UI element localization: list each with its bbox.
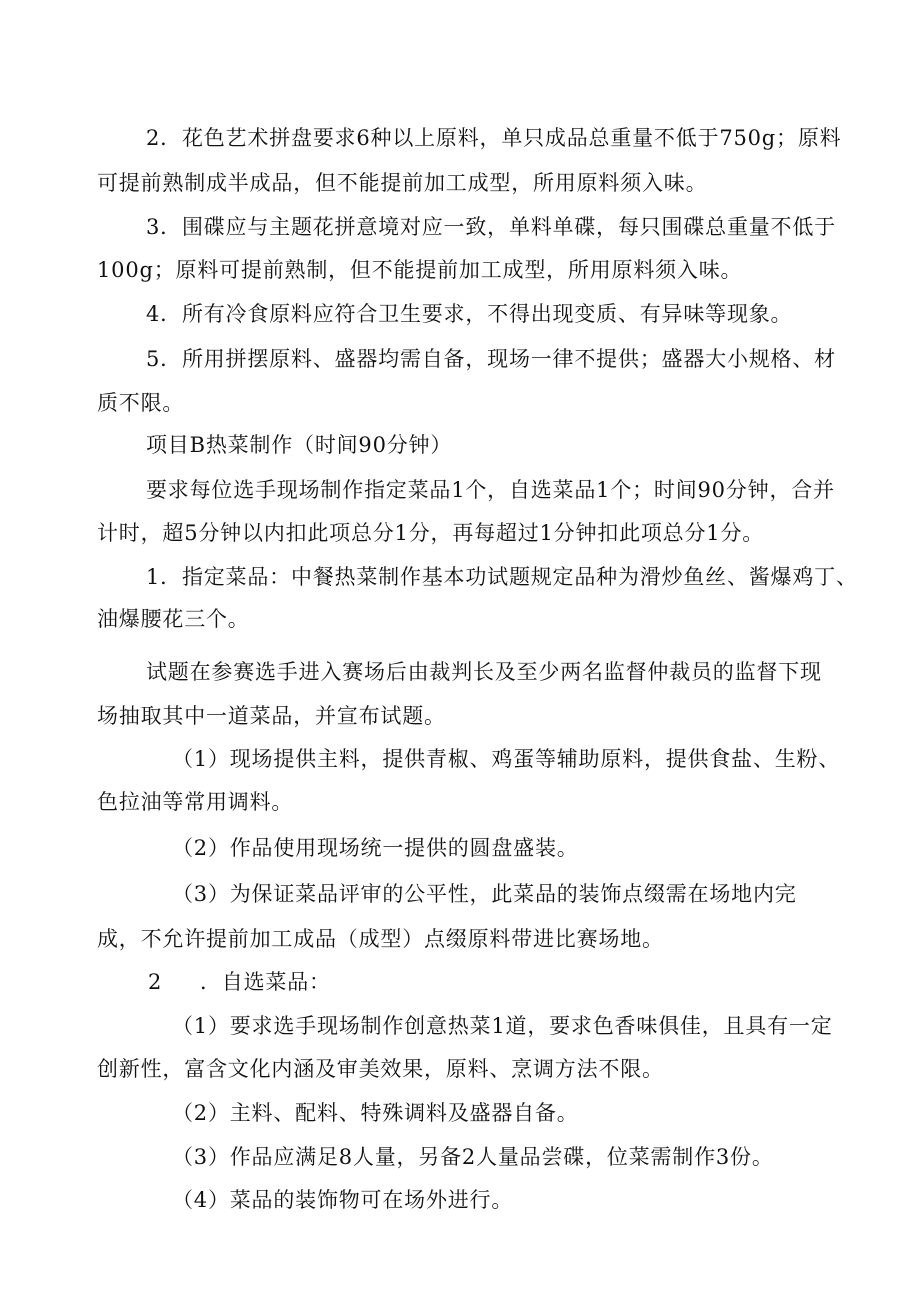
p14-line1: （3）作品应满足8人量，另备2人量品尝碟，位菜需制作3份。 [172,1145,774,1169]
p6-line2: 油爆腰花三个。 [97,607,250,631]
p10-line1: （3）为保证菜品评审的公平性，此菜品的装饰点缀需在场地内完 [172,882,797,906]
p11-number: 2 [148,970,162,994]
p8-line2: 色拉油等常用调料。 [97,790,294,814]
p1-line1: 2．花色艺术拼盘要求6种以上原料，单只成品总重量不低于750g；原料 [146,126,842,150]
p5-line2: 计时，超5分钟以内扣此项总分1分，再每超过1分钟扣此项总分1分。 [97,521,765,545]
p10-line2: 成，不允许提前加工成品（成型）点缀原料带进比赛场地。 [97,927,664,951]
p9-line1: （2）作品使用现场统一提供的圆盘盛装。 [172,836,579,860]
p1-line2: 可提前熟制成半成品，但不能提前加工成型，所用原料须入味。 [97,171,708,195]
p8-line1: （1）现场提供主料，提供青椒、鸡蛋等辅助原料，提供食盐、生粉、 [172,747,841,771]
p4-line2: 质不限。 [97,391,185,415]
p4-line1: 5．所用拼摆原料、盛器均需自备，现场一律不提供；盛器大小规格、材 [146,347,836,371]
p11-text: ．自选菜品： [200,970,331,994]
p15-line1: （4）菜品的装饰物可在场外进行。 [172,1188,514,1212]
heading-project-b: 项目B热菜制作（时间90分钟） [146,433,453,457]
p6-line1: 1．指定菜品：中餐热菜制作基本功试题规定品种为滑炒鱼丝、酱爆鸡丁、 [146,565,858,589]
p12-line1: （1）要求选手现场制作创意热菜1道，要求色香味俱佳，且具有一定 [172,1014,833,1038]
p2-line2: 100g；原料可提前熟制，但不能提前加工成型，所用原料须入味。 [97,258,743,282]
p3-line1: 4．所有冷食原料应符合卫生要求，不得出现变质、有异味等现象。 [146,302,793,326]
p12-line2: 创新性，富含文化内涵及审美效果，原料、烹调方法不限。 [97,1057,664,1081]
p7-line2: 场抽取其中一道菜品，并宣布试题。 [97,704,446,728]
p2-line1: 3．围碟应与主题花拼意境对应一致，单料单碟，每只围碟总重量不低于 [146,215,836,239]
p5-line1: 要求每位选手现场制作指定菜品1个，自选菜品1个；时间90分钟，合并 [146,478,835,502]
p13-line1: （2）主料、配料、特殊调料及盛器自备。 [172,1101,579,1125]
p7-line1: 试题在参赛选手进入赛场后由裁判长及至少两名监督仲裁员的监督下现 [146,660,822,684]
